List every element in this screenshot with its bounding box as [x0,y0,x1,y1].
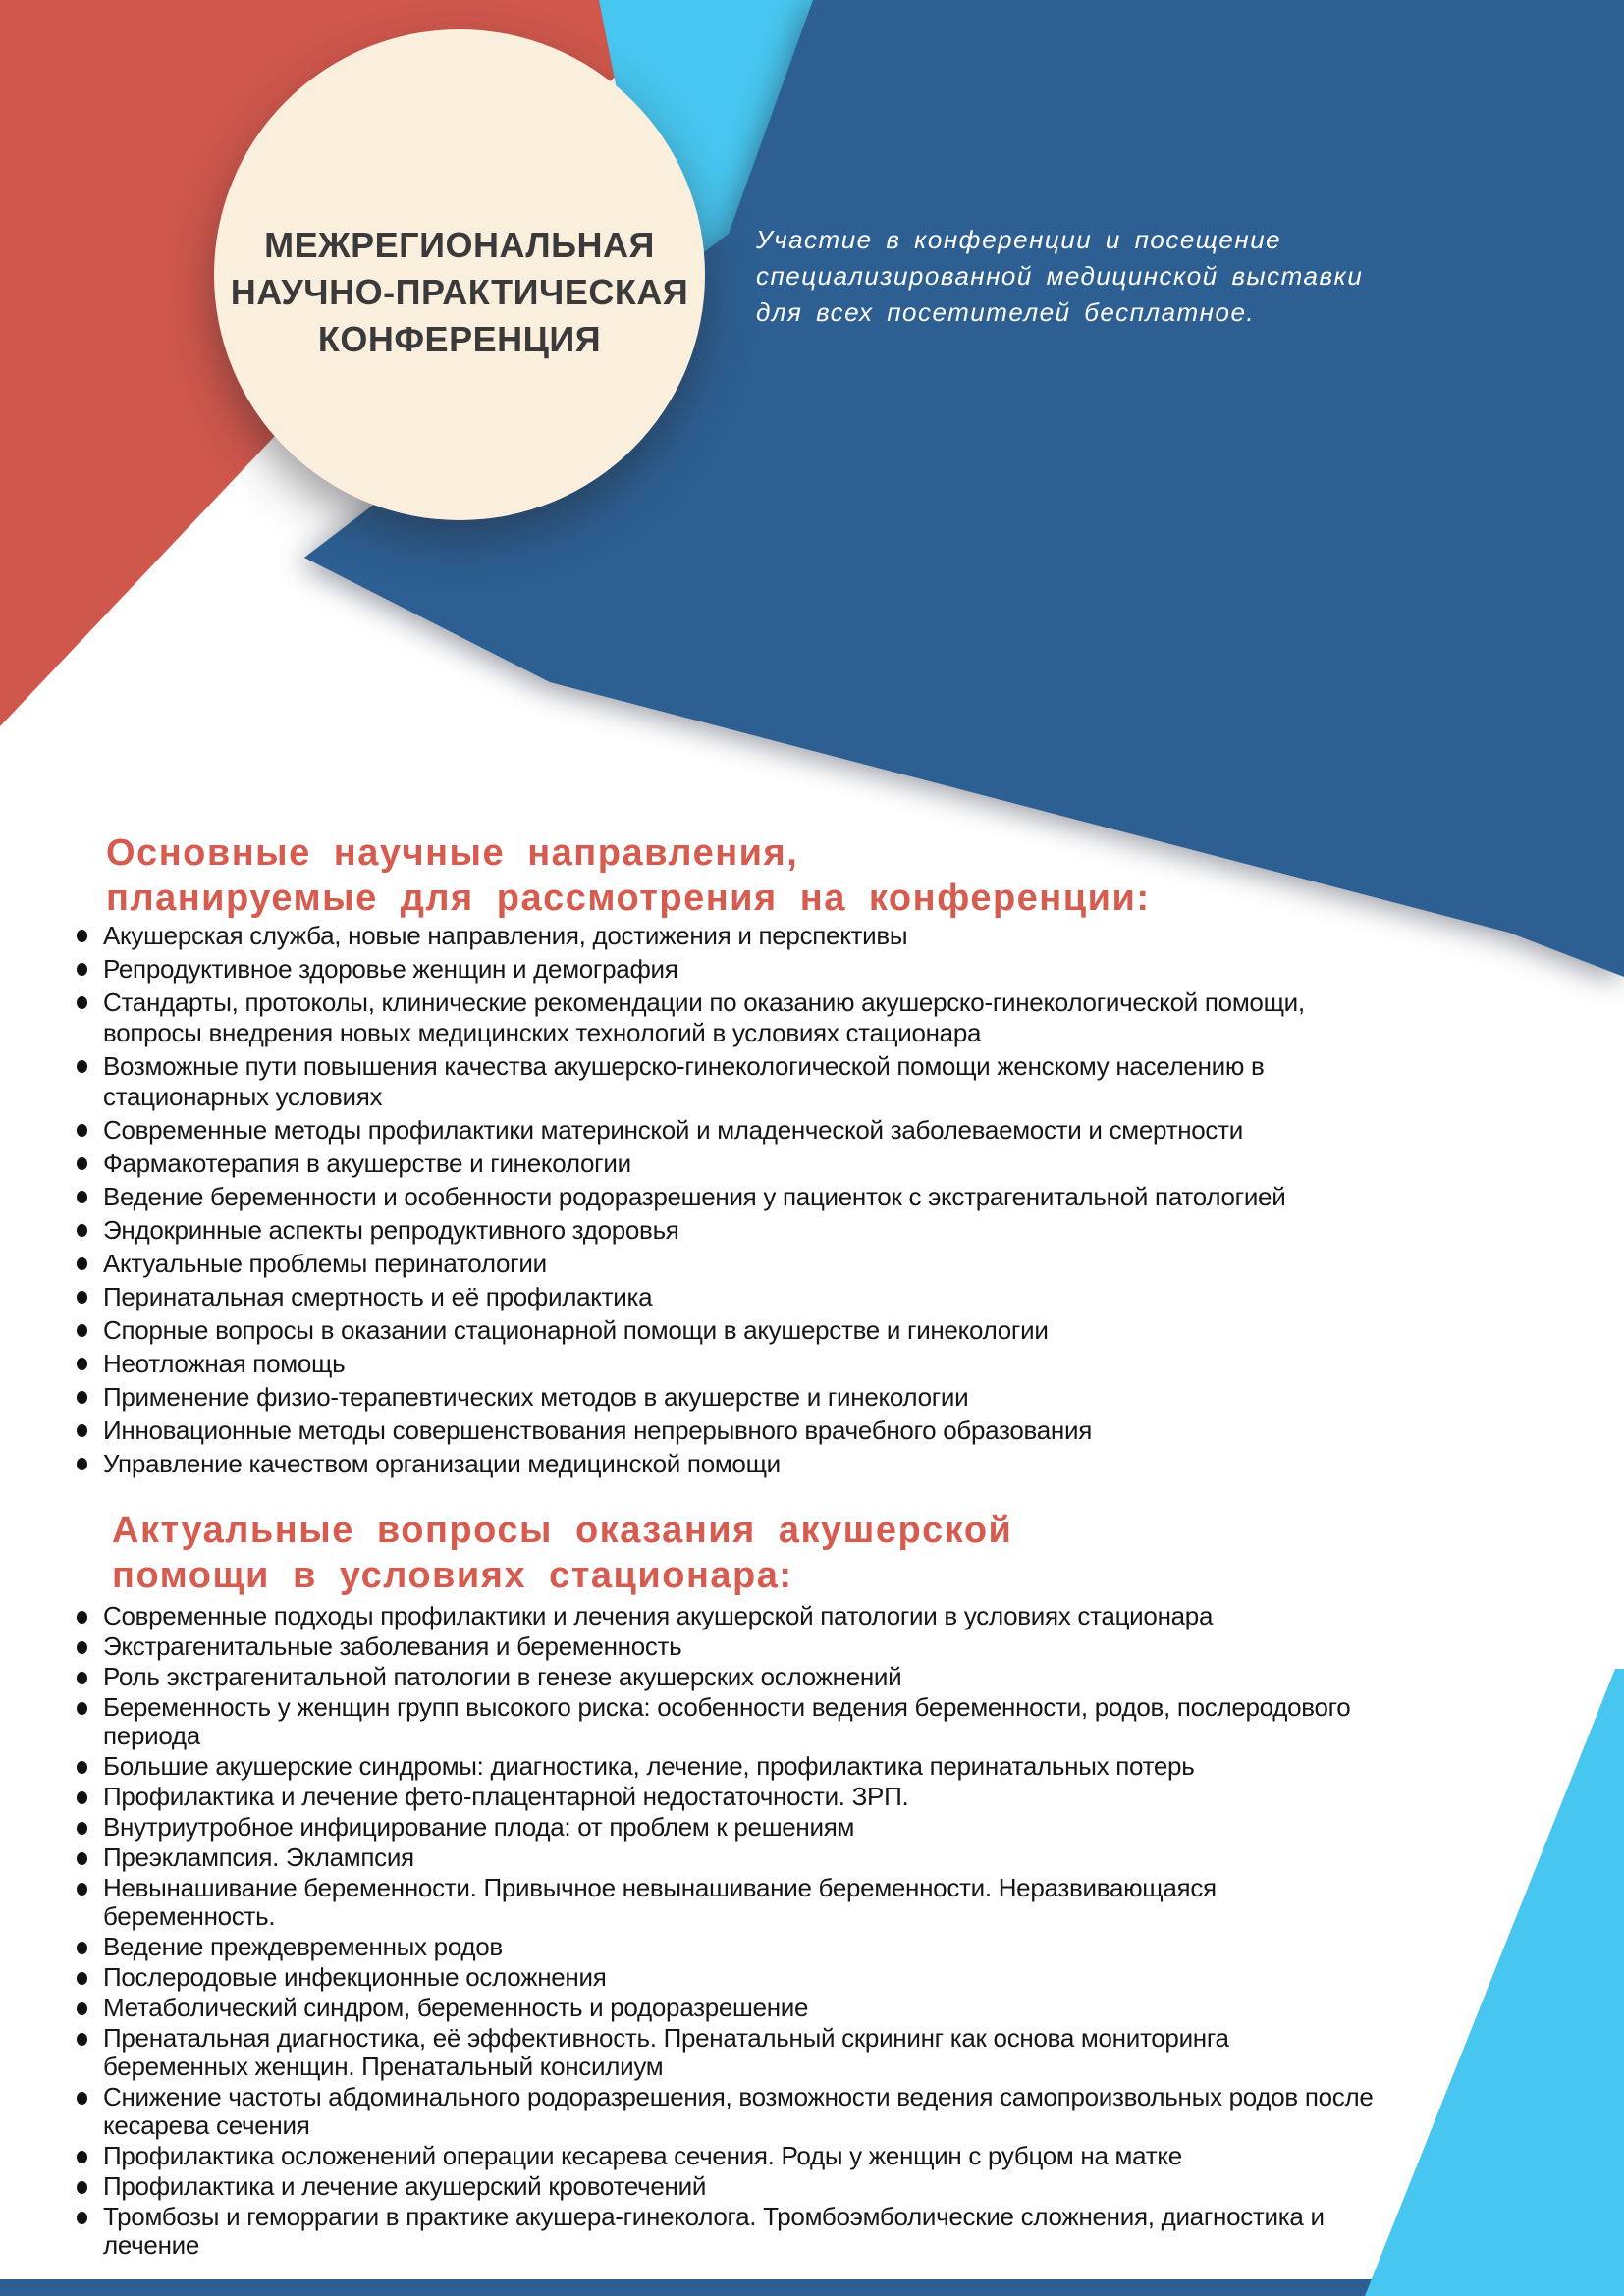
topic-item-text: Спорные вопросы в оказании стационарной помощи в акушерстве и гинекологии [103,1315,1049,1345]
section-2-topic-list [69,1602,1375,2262]
bullet-icon [77,1391,87,1404]
topic-item [69,1963,1375,1992]
topic-item-text: Преэклампсия. Эклампсия [103,1842,414,1872]
bullet-icon [77,1672,87,1684]
topic-item-text: Внутриутробное инфицирование плода: от проблем к решениям [103,1812,855,1842]
bullet-icon [77,1358,87,1370]
section-1-heading-line-2: планируемые для рассмотрения на конференции: [106,878,1151,919]
bullet-icon [77,963,87,976]
bullet-icon [77,1060,87,1073]
topic-item [69,1148,1375,1179]
notice-line-2: специализированной медицинской выставки [756,261,1364,291]
topic-item-text: Актуальные проблемы перинатологии [103,1249,547,1278]
bullet-icon [77,996,87,1009]
bullet-icon [77,1611,87,1624]
bullet-icon [77,1883,87,1896]
bullet-icon [77,1822,87,1835]
topic-item [69,921,1375,951]
topic-item [69,1051,1375,1112]
section-1-heading-line-1: Основные научные направления, [106,832,799,874]
topic-item [69,1215,1375,1246]
bullet-icon [77,2033,87,2046]
bullet-icon [77,1791,87,1804]
topic-item-text: Ведение беременности и особенности родоразрешения у пациенток с экстрагенитальной патологией [103,1182,1286,1211]
topic-item-text: Метаболический синдром, беременность и родоразрешение [103,1993,809,2022]
topic-item-text: Пренатальная диагностика, её эффективность. Пренатальный скрининг как основа мониторинга беременных женщин. Пренатальный консилиум [103,2023,1229,2081]
topic-item [69,1783,1375,1811]
bullet-icon [77,1942,87,1954]
bullet-icon [77,1702,87,1715]
topic-item-text: Перинатальная смертность и её профилактика [103,1282,653,1311]
free-admission-notice [756,222,1363,331]
topic-item-text: Современные методы профилактики материнской и младенческой заболеваемости и смертности [103,1115,1243,1145]
topic-item-text: Применение физио-терапевтических методов в акушерстве и гинекологии [103,1382,969,1412]
topic-item-text: Неотложная помощь [103,1349,346,1378]
topic-item [69,1813,1375,1842]
topic-item [69,2083,1375,2140]
topic-item [69,1415,1375,1446]
topic-item-text: Фармакотерапия в акушерстве и гинекологии [103,1148,631,1178]
bullet-icon [77,1458,87,1470]
topic-item [69,1693,1375,1750]
bullet-icon [77,1324,87,1337]
topic-item-text: Профилактика осложенений операции кесарева сечения. Роды у женщин с рубцом на матке [103,2141,1182,2170]
section-1-heading [106,830,1151,921]
topic-item-text: Акушерская служба, новые направления, достижения и перспективы [103,921,908,950]
topic-item [69,1282,1375,1312]
topic-item-text: Стандарты, протоколы, клинические рекомендации по оказанию акушерско-гинекологической помощи, вопросы внедрения новых медицинских технологий в условиях стационара [103,988,1305,1047]
topic-item [69,2142,1375,2170]
topic-item [69,1602,1375,1630]
topic-item [69,1249,1375,1279]
topic-item [69,1632,1375,1661]
topic-item [69,1752,1375,1781]
topic-item-text: Эндокринные аспекты репродуктивного здоровья [103,1215,679,1245]
conference-badge [214,29,705,520]
bullet-icon [77,2151,87,2163]
notice-line-3: для всех посетителей бесплатное. [756,297,1256,327]
topic-item-text: Экстрагенитальные заболевания и беременность [103,1631,682,1661]
topic-item-text: Тромбозы и геморрагии в практике акушера-гинеколога. Тромбоэмболические сложнения, диагностика и лечение [103,2202,1325,2260]
topic-item [69,2203,1375,2260]
bullet-icon [77,1157,87,1170]
topic-item-text: Снижение частоты абдоминального родоразрешения, возможности ведения самопроизвольных родов после кесарева сечения [103,2082,1374,2140]
topic-item [69,1449,1375,1479]
topic-item [69,1994,1375,2022]
bullet-icon [77,1761,87,1774]
topic-item [69,1382,1375,1413]
badge-title-line-2: НАУЧНО-ПРАКТИЧЕСКАЯ [230,272,689,312]
topic-item [69,1315,1375,1346]
section-2-heading-line-2: помощи в условиях стационара: [112,1555,793,1596]
topic-item [69,2172,1375,2201]
bullet-icon [77,2092,87,2105]
topic-item-text: Современные подходы профилактики и лечения акушерской патологии в условиях стационара [103,1601,1214,1630]
topic-item [69,1349,1375,1379]
badge-title-line-1: МЕЖРЕГИОНАЛЬНАЯ [264,225,655,265]
topic-item-text: Невынашивание беременности. Привычное невынашивание беременности. Неразвивающаяся беременность. [103,1873,1217,1931]
bullet-icon [77,1424,87,1437]
bullet-icon [77,930,87,942]
topic-item [69,954,1375,985]
topic-item-text: Управление качеством организации медицинской помощи [103,1449,781,1478]
topic-item-text: Профилактика и лечение фето-плацентарной недостаточности. ЗРП. [103,1782,909,1811]
topic-item-text: Ведение преждевременных родов [103,1932,503,1961]
bullet-icon [77,2181,87,2194]
topic-item-text: Профилактика и лечение акушерский кровотечений [103,2171,707,2201]
bullet-icon [77,2002,87,2015]
topic-item-text: Возможные пути повышения качества акушерско-гинекологической помощи женскому населению в стационарных условиях [103,1051,1265,1111]
topic-item-text: Роль экстрагенитальной патологии в генезе акушерских осложнений [103,1662,902,1691]
bullet-icon [77,1972,87,1985]
bullet-icon [77,2212,87,2224]
bullet-icon [77,1224,87,1237]
topic-item [69,2024,1375,2081]
topic-item [69,1933,1375,1961]
topic-item-text: Инновационные методы совершенствования непрерывного врачебного образования [103,1415,1092,1445]
topic-item-text: Послеродовые инфекционные осложнения [103,1962,607,1992]
topic-item [69,1874,1375,1931]
section-2-heading [112,1508,1012,1598]
topic-item-text: Репродуктивное здоровье женщин и демография [103,954,678,984]
bullet-icon [77,1641,87,1654]
badge-title-line-3: КОНФЕРЕНЦИЯ [317,319,602,359]
topic-item [69,1843,1375,1872]
bullet-icon [77,1257,87,1270]
section-1-topic-list [69,921,1375,1482]
bullet-icon [77,1191,87,1203]
topic-item [69,988,1375,1048]
topic-item [69,1115,1375,1146]
section-2-heading-line-1: Актуальные вопросы оказания акушерской [112,1510,1013,1551]
topic-item [69,1663,1375,1691]
bullet-icon [77,1291,87,1304]
topic-item-text: Большие акушерские синдромы: диагностика, лечение, профилактика перинатальных потерь [103,1751,1195,1781]
bullet-icon [77,1124,87,1137]
topic-item [69,1182,1375,1212]
bullet-icon [77,1852,87,1865]
notice-line-1: Участие в конференции и посещение [756,225,1282,254]
topic-item-text: Беременность у женщин групп высокого риска: особенности ведения беременности, родов, послеродового периода [103,1692,1351,1750]
